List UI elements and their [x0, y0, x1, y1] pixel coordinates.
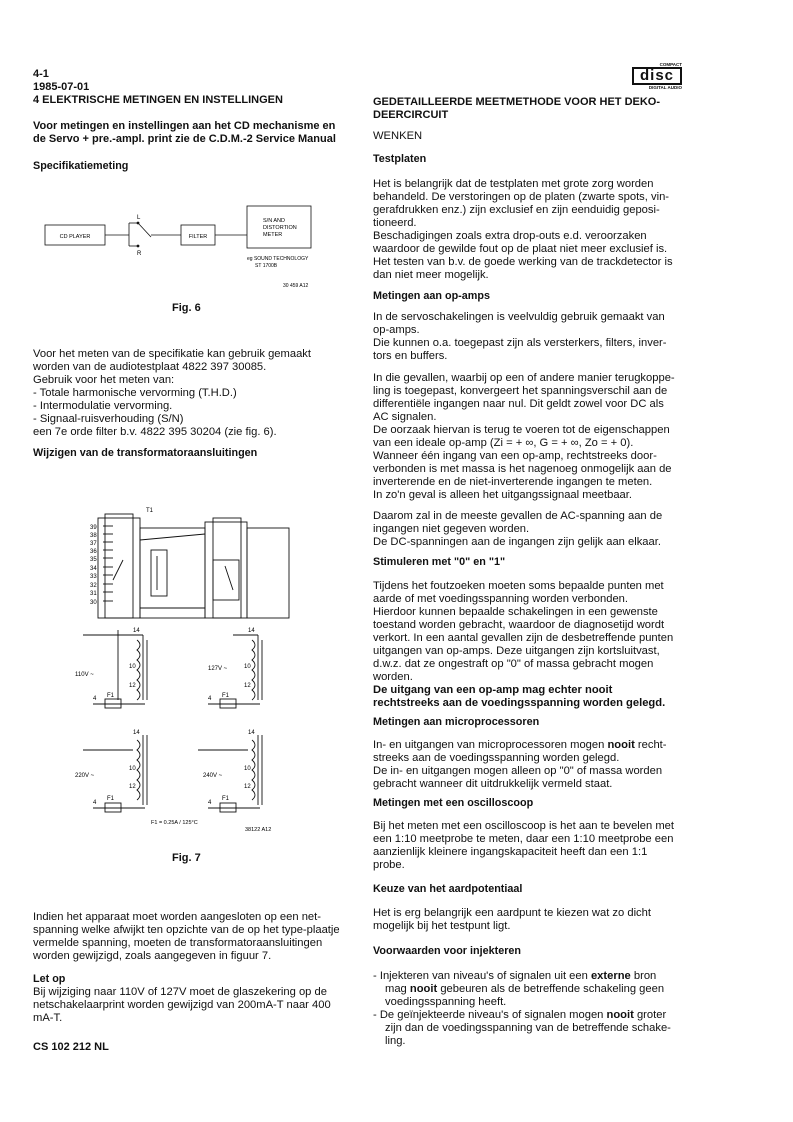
spec-text	[33, 348, 343, 439]
meter-label-1: S/N AND	[263, 218, 286, 224]
pin-33: 33	[90, 574, 97, 580]
micro-nooit: nooit	[607, 739, 635, 751]
spec-heading: Specifikatiemeting	[33, 160, 129, 172]
meter-label-2: DISTORTION	[263, 225, 297, 231]
stim-heading: Stimuleren met "0" en "1"	[373, 556, 506, 568]
n10-110: 10	[129, 664, 136, 670]
n10-127: 10	[244, 664, 251, 670]
footer-code: CS 102 212 NL	[33, 1041, 109, 1053]
label-240v: 240V ~	[203, 773, 223, 779]
spec-item-2: - Intermodulatie vervorming.	[33, 400, 173, 412]
n14-240: 14	[248, 730, 255, 736]
opamps-block-1	[373, 311, 680, 363]
inj-item-1	[373, 970, 680, 1009]
inj-2c: groter zijn dan de voedingsspanning van de betreffende schake-ling.	[385, 1009, 671, 1047]
fig7-caption: Fig. 7	[172, 852, 201, 864]
n4-127: 4	[208, 696, 212, 702]
letop-heading: Let op	[33, 973, 66, 985]
label-L: L	[137, 215, 141, 221]
f1-240: F1	[222, 796, 230, 802]
opamps-text-1: In de servoschakelingen is veelvuldig gebruik gemaakt van op-amps.	[373, 311, 665, 336]
spec-text-1: Voor het meten van de specifikatie kan gebruik gemaakt worden van de audiotestplaat 4822 397 30085.	[33, 348, 311, 373]
opamps-text-4: De oorzaak hiervan is terug te voeren tot de eigenschappen van een ideale op-amp (Zi = + ∞, G = + ∞, Zo = + 0).	[373, 424, 670, 449]
f1-220: F1	[107, 796, 115, 802]
opamps-text-8: De DC-spanningen aan de ingangen zijn gelijk aan elkaar.	[373, 536, 661, 548]
pin-34: 34	[90, 566, 97, 572]
n14-220: 14	[133, 730, 140, 736]
inj-block	[373, 970, 680, 1048]
micro-text-1c: recht-streeks aan de voedingsspanning worden gelegd.	[373, 739, 667, 764]
document-date: 1985-07-01	[33, 81, 90, 93]
inj-heading: Voorwaarden voor injekteren	[373, 945, 521, 957]
spec-item-1: - Totale harmonische vervorming (T.H.D.)	[33, 387, 237, 399]
opamps-block-3	[373, 510, 680, 549]
trafo-heading: Wijzigen van de transformatoraansluitingen	[33, 447, 258, 459]
logo-digital-audio-text: DIGITAL AUDIO	[648, 85, 682, 90]
f1-127: F1	[222, 693, 230, 699]
pin-32: 32	[90, 583, 97, 589]
filter-label: FILTER	[188, 234, 208, 240]
micro-text-1a: In- en uitgangen van microprocessoren mogen	[373, 739, 608, 751]
opamps-heading: Metingen aan op-amps	[373, 290, 490, 302]
trafo-text: Indien het apparaat moet worden aangesloten op een net-spanning welke afwijkt ten opzichte van de op het type-plaatje vermelde spanning, moeten de transformatoraansluitingen worden gewijzigd, zoals aangegeven in figuur 7.	[33, 911, 340, 962]
n12-240: 12	[244, 784, 251, 790]
opamps-text-6: In zo'n geval is alleen het uitgangssignaal meetbaar.	[373, 489, 632, 501]
opamps-text-7: Daarom zal in de meeste gevallen de AC-spanning aan de ingangen niet gegeven worden.	[373, 510, 663, 535]
n14-110: 14	[133, 628, 140, 634]
stim-block	[373, 580, 680, 710]
label-110v: 110V ~	[75, 672, 94, 678]
osc-text: Bij het meten met een oscilloscoop is het aan te bevelen met een 1:10 meetprobe te meten, daar een 1:10 meetprobe een aanzienlijk kleinere ingangskapaciteit heeft dan een 1:1 probe.	[373, 820, 674, 871]
micro-heading: Metingen aan microprocessoren	[373, 716, 540, 728]
figure-6-diagram	[33, 198, 353, 298]
fig6-code: 30 459 A12	[283, 283, 309, 289]
pin-35: 35	[90, 557, 97, 563]
inj-1a: - Injekteren van niveau's of signalen uit een	[373, 970, 591, 982]
fuse-note: F1 = 0.25A / 125°C	[151, 820, 198, 826]
stim-warning: De uitgang van een op-amp mag echter nooit rechtstreeks aan de voedingsspanning worden gelegd.	[373, 684, 666, 709]
n4-240: 4	[208, 800, 212, 806]
label-R: R	[137, 251, 142, 257]
n12-220: 12	[129, 784, 136, 790]
cd-player-label: CD PLAYER	[59, 234, 91, 240]
page-number: 4-1	[33, 68, 49, 80]
f1-110: F1	[107, 693, 115, 699]
pin-31: 31	[90, 591, 97, 597]
opamps-block-2	[373, 372, 680, 502]
testplaten-text	[373, 178, 680, 282]
aard-text: Het is erg belangrijk een aardpunt te kiezen wat zo dicht mogelijk bij het testpunt ligt.	[373, 907, 651, 932]
compact-disc-logo	[632, 62, 682, 92]
osc-heading: Metingen met een oscilloscoop	[373, 797, 534, 809]
section-title: 4 ELEKTRISCHE METINGEN EN INSTELLINGEN	[33, 94, 283, 106]
meter-note-1: eg SOUND TECHNOLOGY	[247, 256, 309, 262]
n10-220: 10	[129, 766, 136, 772]
aard-heading: Keuze van het aardpotentiaal	[373, 883, 523, 895]
opamps-text-3: In die gevallen, waarbij op een of andere manier terugkoppe-ling is toegepast, konvergeert het spanningsverschil aan de differentiële ingangen naar nul. Dit geldt zowel voor DC als AC signalen.	[373, 372, 675, 423]
spec-text-3: een 7e orde filter b.v. 4822 395 30204 (zie fig. 6).	[33, 426, 277, 438]
opamps-text-2: Die kunnen o.a. toegepast zijn als versterkers, filters, inver-tors en buffers.	[373, 337, 667, 362]
n12-110: 12	[129, 683, 136, 689]
label-220v: 220V ~	[75, 773, 95, 779]
inj-nooit-1: nooit	[409, 983, 438, 995]
wenken: WENKEN	[373, 130, 423, 142]
micro-text-2: De in- en uitgangen mogen alleen op "0" of massa worden gebracht wanneer dit uitdrukkelijk vermeld staat.	[373, 765, 663, 790]
testplaten-heading: Testplaten	[373, 153, 427, 165]
pin-37: 37	[90, 541, 97, 547]
inj-externe: externe	[590, 970, 631, 982]
inj-item-2	[373, 1009, 680, 1048]
inj-1e: gebeuren als de betreffende schakeling geen voedingsspanning heeft.	[385, 983, 665, 1008]
switch-lever	[138, 223, 151, 237]
right-title: GEDETAILLEERDE MEETMETHODE VOOR HET DEKO-DEERCIRCUIT	[373, 96, 661, 121]
n4-110: 4	[93, 696, 97, 702]
fig7-T1: T1	[146, 508, 154, 514]
logo-compact-text: COMPACT	[659, 62, 682, 67]
opamps-text-5: Wanneer één ingang van een op-amp, rechtstreeks door-verbonden is met massa is het nagenoeg onmogelijk aan de inverterende en de niet-inverterende ingangen te meten.	[373, 450, 672, 488]
spec-item-3: - Signaal-ruisverhouding (S/N)	[33, 413, 184, 425]
micro-text-1	[373, 739, 680, 765]
pin-36: 36	[90, 549, 97, 555]
pin-39: 39	[90, 525, 97, 531]
testplaten-text-2: Beschadigingen zoals extra drop-outs e.d. veroorzaken waardoor de gewilde fout op de plaat niet meer exclusief is. Het testen van b.v. de goede werking van de trackdetector is dan niet meer mogelijk.	[373, 230, 673, 281]
micro-block	[373, 739, 680, 791]
pin-30: 30	[90, 600, 97, 606]
meter-label-3: METER	[263, 232, 283, 238]
meter-note-2: ST 1700B	[255, 263, 278, 269]
n14-127: 14	[248, 628, 255, 634]
n10-240: 10	[244, 766, 251, 772]
inj-2a: - De geïnjekteerde niveau's of signalen mogen	[373, 1009, 607, 1021]
fig6-caption: Fig. 6	[172, 302, 201, 314]
inj-nooit-2: nooit	[606, 1009, 634, 1021]
n4-220: 4	[93, 800, 97, 806]
inj-1c: bron mag	[385, 970, 657, 995]
spec-text-2: Gebruik voor het meten van:	[33, 374, 175, 386]
stim-text-1: Tijdens het foutzoeken moeten soms bepaalde punten met aarde of met voedingsspanning worden verbonden.	[373, 580, 664, 605]
testplaten-text-1: Het is belangrijk dat de testplaten met grote zorg worden behandeld. De verstoringen op de platen (zwarte spots, vin-gerafdrukken enz.) zijn exclusief en zijn eenduidig geposi-tioneerd.	[373, 178, 670, 229]
figure-7-diagram	[33, 500, 353, 845]
n12-127: 12	[244, 683, 251, 689]
cdm-intro: Voor metingen en instellingen aan het CD mechanisme en de Servo + pre.-ampl. print zie de C.D.M.-2 Service Manual	[33, 120, 336, 145]
label-127v: 127V ~	[208, 666, 228, 672]
stim-text-2: Hierdoor kunnen bepaalde schakelingen in een gewenste toestand worden gebracht, waardoor de diagnosetijd wordt verkort. In een aantal gevallen zijn de desbetreffende punten uitgangen van op-amps. Deze uitgangen zijn kortsluitvast, d.w.z. dat ze ongestraft op "0" of massa gebracht mogen worden.	[373, 606, 674, 683]
logo-disc-text: disc	[632, 67, 682, 85]
letop-text: Bij wijziging naar 110V of 127V moet de glaszekering op de netschakelaarprint worden gewijzigd van 200mA-T naar 400 mA-T.	[33, 986, 331, 1024]
pin-38: 38	[90, 533, 97, 539]
fig7-code: 38122 A12	[245, 827, 272, 833]
